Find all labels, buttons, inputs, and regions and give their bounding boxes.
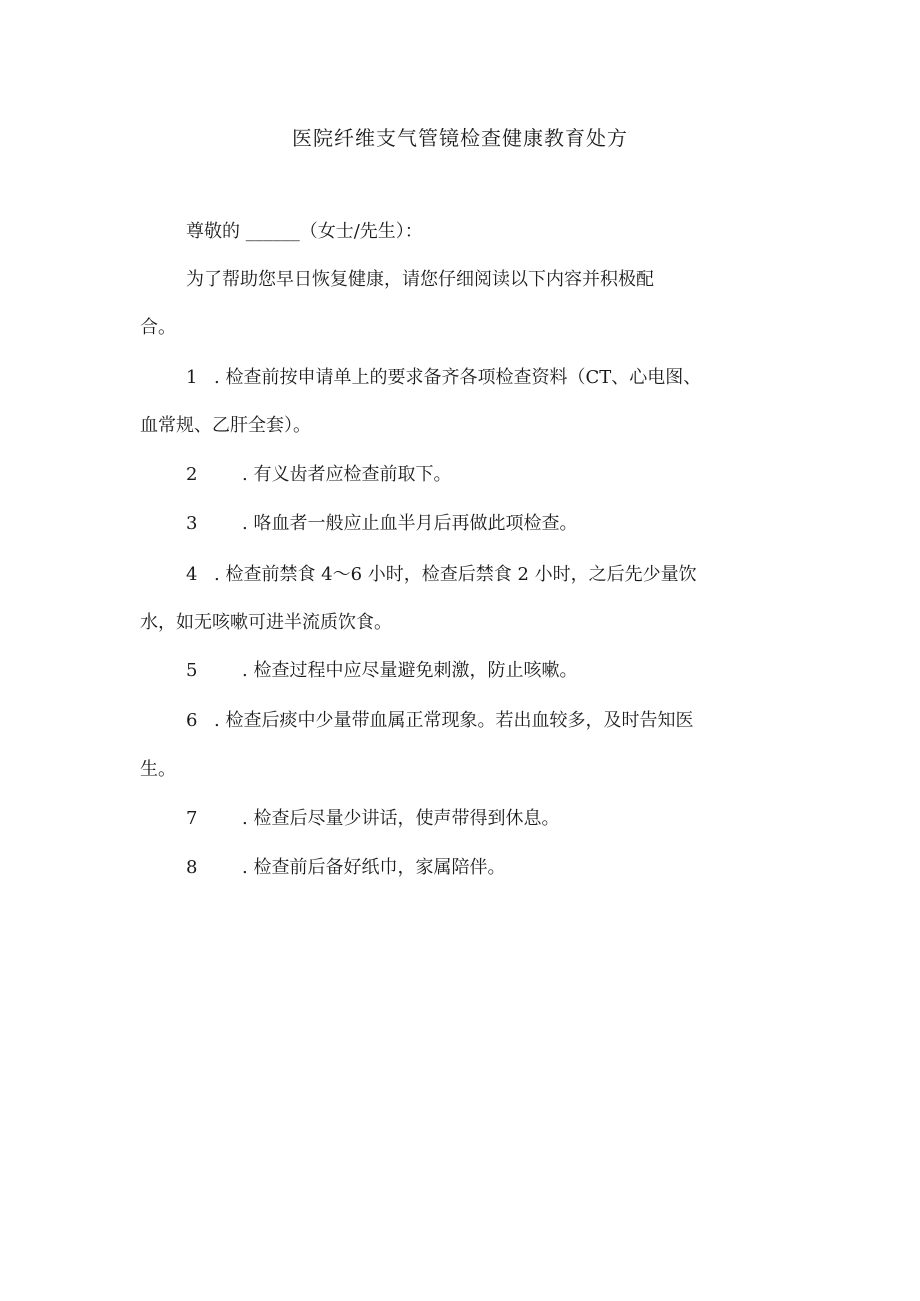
list-item-2 <box>0 460 920 490</box>
item-text: . 检查前禁食 4～6 小时，检查后禁食 2 小时，之后先少量饮 <box>214 564 697 585</box>
list-item-1 <box>0 363 920 393</box>
item-number: 6 <box>186 710 198 731</box>
item-number: 4 <box>186 564 198 585</box>
intro-line-1: 为了帮助您早日恢复健康，请您仔细阅读以下内容并积极配 <box>186 269 654 290</box>
item-text: . 检查后痰中少量带血属正常现象。若出血较多，及时告知医 <box>214 710 694 731</box>
document-title: 医院纤维支气管镜检查健康教育处方 <box>292 126 628 150</box>
list-item-8 <box>0 853 920 883</box>
item-text: . 检查前按申请单上的要求备齐各项检查资料（CT、心电图、 <box>214 367 702 388</box>
list-item-3 <box>0 509 920 539</box>
list-item-5 <box>0 656 920 686</box>
list-item-6 <box>0 706 920 736</box>
list-item-1-continuation: 血常规、乙肝全套）。 <box>140 415 311 436</box>
item-number: 3 <box>186 513 198 534</box>
item-number: 1 <box>186 367 198 388</box>
item-text: . 有义齿者应检查前取下。 <box>242 464 452 485</box>
item-number: 5 <box>186 660 198 681</box>
item-text: . 咯血者一般应止血半月后再做此项检查。 <box>242 513 578 534</box>
item-text: . 检查后尽量少讲话，使声带得到休息。 <box>242 808 560 829</box>
item-text: . 检查过程中应尽量避免刺激，防止咳嗽。 <box>242 660 578 681</box>
list-item-4 <box>0 560 920 590</box>
item-text: . 检查前后备好纸巾，家属陪伴。 <box>242 857 506 878</box>
list-item-7 <box>0 804 920 834</box>
item-number: 2 <box>186 464 198 485</box>
list-item-4-continuation: 水，如无咳嗽可进半流质饮食。 <box>140 612 392 633</box>
item-number: 7 <box>186 808 198 829</box>
intro-line-2: 合。 <box>140 317 176 338</box>
list-item-6-continuation: 生。 <box>140 759 176 780</box>
greeting: 尊敬的 ______（女士/先生）： <box>186 221 423 242</box>
item-number: 8 <box>186 857 198 878</box>
